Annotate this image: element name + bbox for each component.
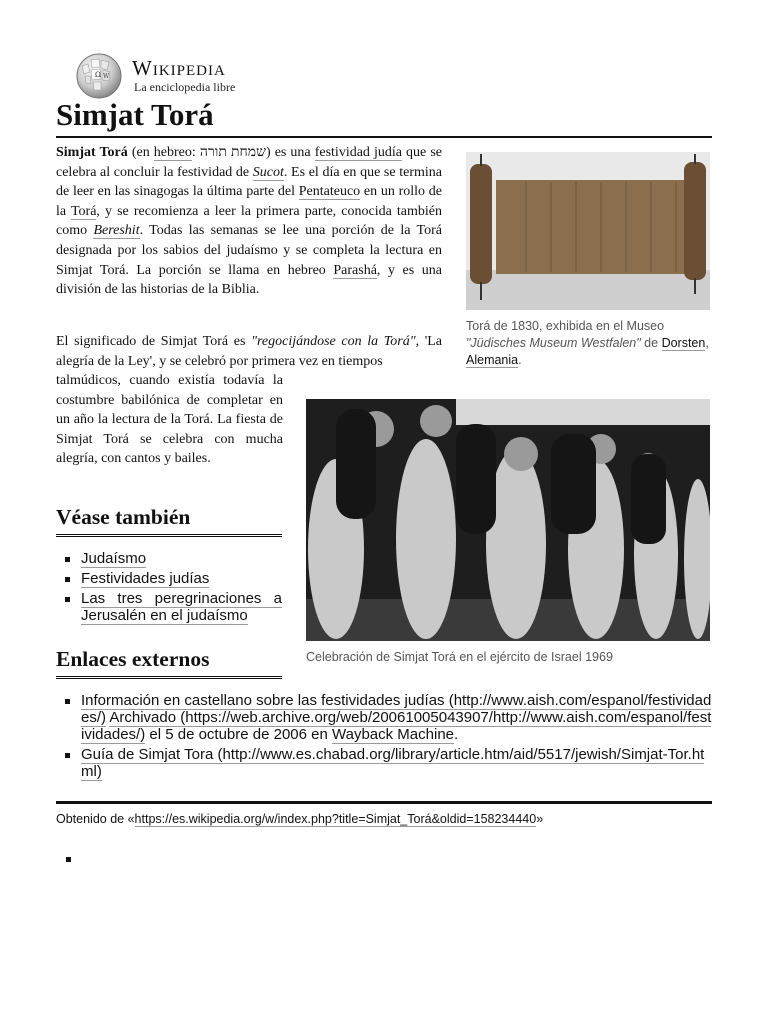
link-parasha[interactable]: Parashá (333, 262, 377, 278)
wikipedia-globe-logo[interactable] (74, 52, 124, 100)
see-also-list (56, 550, 282, 627)
text: . Todas las semanas se lee una porción de la Torá designada por los sabios del judaísmo y se completa la lectura en Simjat Torá. La porción se llama en hebreo (56, 223, 442, 278)
list-item (56, 692, 712, 743)
link-pentateuco[interactable]: Pentateuco (298, 184, 361, 200)
text: . Es el día en que se termina de leer en las sinagogas la última parte del (56, 164, 442, 200)
text: , 'La alegría de la Ley', y se celebró por primera vez en tiempos (56, 334, 443, 369)
text: . (454, 726, 459, 743)
text: de (640, 336, 662, 350)
meaning-paragraph-bottom: talmúdicos, cuando existía todavía la costumbre babilónica de completar en un año la lectura de la Torá. La fiesta de Simjat Torá se celebra con mucha alegría, con cantos y bailes. (56, 373, 283, 467)
text: » (536, 812, 544, 826)
link-permanent-url[interactable]: https://es.wikipedia.org/w/index.php?title=Simjat_Torá&oldid=158234440 (134, 812, 537, 826)
link-hebreo[interactable]: hebreo (153, 145, 192, 160)
text: en un rollo de la (56, 184, 442, 219)
list-item (56, 550, 282, 567)
link-dorsten[interactable]: Dorsten (661, 336, 706, 350)
figure-torah-caption (466, 318, 710, 369)
heading-external-links: Enlaces externos (56, 644, 282, 679)
text: El significado de Simjat Torá es (56, 334, 252, 349)
meaning-paragraph-top (56, 332, 442, 371)
text: , y se recomienza a leer la primera parte, conocida también como (56, 203, 442, 239)
external-links-list (56, 692, 712, 783)
museum-name: "Jüdisches Museum Westfalen" (466, 336, 641, 350)
link-festividades-judias[interactable]: Festividades judías (81, 570, 210, 587)
text: , (705, 336, 709, 350)
text: (en (127, 145, 154, 160)
text: : שמחת תורה) es una (191, 145, 315, 160)
text: Obtenido de « (56, 812, 135, 826)
text: , y es una división de las historias de la Biblia. (56, 262, 442, 298)
celebration-photo[interactable] (306, 399, 710, 641)
list-item (56, 746, 712, 780)
figure-celebration (306, 399, 710, 666)
wikipedia-tagline: La enciclopedia libre (134, 80, 236, 94)
footer-divider (56, 801, 712, 804)
figure-torah-scroll (466, 152, 710, 369)
link-chabad[interactable]: Guía de Simjat Tora (http://www.es.chabad.org/library/article.htm/aid/5517/jewish/Simjat-Tor.html) (81, 746, 705, 780)
heading-see-also: Véase también (56, 502, 282, 537)
page-title: Simjat Torá (56, 94, 712, 138)
empty-bullet (66, 857, 71, 862)
text: que se celebra al concluir la festividad de (56, 145, 442, 180)
link-tora[interactable]: Torá (70, 203, 97, 219)
link-festividad-judia[interactable]: festividad judía (314, 145, 402, 160)
link-aish-festividades[interactable]: Información en castellano sobre las festividades judías (http://www.aish.com/espanol/festividades/) (81, 692, 712, 726)
meaning-quote: "regocijándose con la Torá" (251, 334, 416, 349)
list-item (56, 570, 282, 587)
link-tres-peregrinaciones[interactable]: Las tres peregrinaciones a Jerusalén en el judaísmo (81, 590, 282, 624)
link-judaismo[interactable]: Judaísmo (81, 550, 147, 567)
link-archivado[interactable]: Archivado (https://web.archive.org/web/20061005043907/http://www.aish.com/espanol/festividades/) (81, 709, 712, 743)
list-item (56, 590, 282, 624)
bold-term: Simjat Torá (56, 145, 128, 160)
link-sucot[interactable] (253, 165, 284, 181)
bereshit-italic: Bereshit (93, 223, 140, 239)
link-alemania[interactable]: Alemania (466, 353, 519, 367)
torah-scroll-photo[interactable] (466, 152, 710, 310)
link-wayback-machine[interactable]: Wayback Machine (332, 726, 455, 743)
figure-celebration-caption: Celebración de Simjat Torá en el ejército de Israel 1969 (306, 650, 613, 664)
text: el 5 de octubre de 2006 en (145, 726, 333, 743)
link-bereshit[interactable] (93, 223, 139, 239)
text: Torá de 1830, exhibida en el Museo (466, 319, 665, 333)
retrieved-from (56, 812, 543, 826)
svg-text:W: W (103, 73, 110, 80)
wikipedia-wordmark[interactable]: Wikipedia (132, 56, 226, 80)
svg-text:Ω: Ω (95, 71, 101, 79)
intro-paragraph (56, 143, 442, 300)
text: . (518, 353, 522, 367)
sucot-italic: Sucot (252, 164, 284, 180)
